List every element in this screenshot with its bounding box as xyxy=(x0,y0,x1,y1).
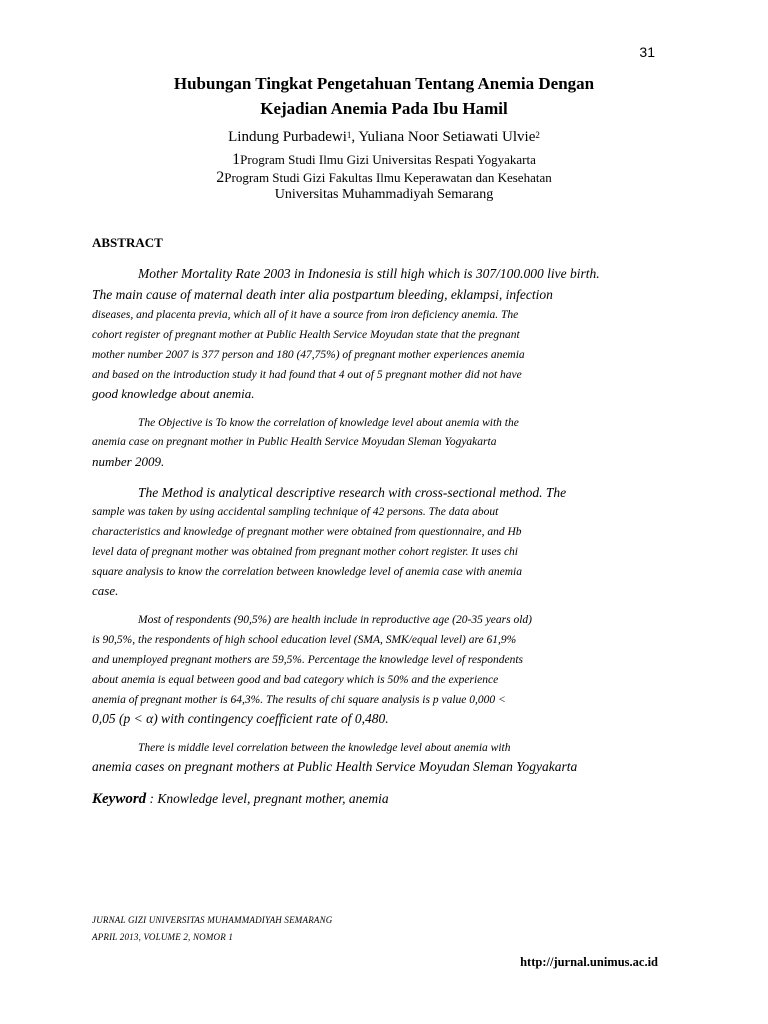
abstract-line: 0,05 (p < α) with contingency coefficient rate of 0,480. xyxy=(92,711,389,726)
abstract-line: diseases, and placenta previa, which all of it have a source from iron deficiency anemia. The xyxy=(92,309,519,321)
abstract-line: sample was taken by using accidental sampling technique of 42 persons. The data about xyxy=(92,506,499,518)
abstract-line: cohort register of pregnant mother at Public Health Service Moyudan state that the pregnant xyxy=(92,329,520,341)
paper-title-line-1: Hubungan Tingkat Pengetahuan Tentang Anemia Dengan xyxy=(173,74,595,93)
abstract-line: number 2009. xyxy=(92,454,165,469)
abstract-line: characteristics and knowledge of pregnant mother were obtained from questionnaire, and Hb xyxy=(92,526,522,538)
abstract-line: is 90,5%, the respondents of high school education level (SMA, SMK/equal level) are 61,9% xyxy=(92,634,517,646)
affiliation-1 xyxy=(0,151,768,169)
paper-title-line-2: Kejadian Anemia Pada Ibu Hamil xyxy=(260,99,508,118)
affiliation-1-number: 1 xyxy=(232,151,241,168)
abstract-line: Mother Mortality Rate 2003 in Indonesia is still high which is 307/100.000 live birth. xyxy=(138,266,600,281)
author-2-affiliation-mark: 2 xyxy=(535,130,540,140)
journal-name-footer: JURNAL GIZI UNIVERSITAS MUHAMMADIYAH SEMARANG xyxy=(92,915,333,925)
affiliation-2 xyxy=(0,169,768,187)
author-1: Lindung Purbadewi xyxy=(228,129,347,145)
author-1-affiliation-mark: 1 xyxy=(346,130,352,140)
abstract-line: mother number 2007 is 377 person and 180 (47,75%) of pregnant mother experiences anemia xyxy=(92,349,525,361)
abstract-line: anemia of pregnant mother is 64,3%. The results of chi square analysis is p value 0,000 < xyxy=(92,694,506,706)
abstract-line: square analysis to know the correlation between knowledge level of anemia case with anemia xyxy=(92,566,522,578)
keyword-text: : Knowledge level, pregnant mother, anemia xyxy=(146,791,389,806)
affiliation-2-continued: Universitas Muhammadiyah Semarang xyxy=(274,187,494,202)
abstract-line: anemia case on pregnant mother in Public Health Service Moyudan Sleman Yogyakarta xyxy=(92,436,497,448)
abstract-line: case. xyxy=(92,583,119,598)
abstract-line: and based on the introduction study it had found that 4 out of 5 pregnant mother did not have xyxy=(92,369,522,381)
author-line xyxy=(0,129,768,146)
journal-issue-footer: APRIL 2013, VOLUME 2, NOMOR 1 xyxy=(92,932,234,942)
journal-url[interactable]: http://jurnal.unimus.ac.id xyxy=(520,955,658,969)
abstract-line: The main cause of maternal death inter alia postpartum bleeding, eklampsi, infection xyxy=(92,287,553,302)
page-number: 31 xyxy=(639,44,655,60)
abstract-line: There is middle level correlation between the knowledge level about anemia with xyxy=(138,742,511,754)
abstract-heading: ABSTRACT xyxy=(92,235,163,250)
affiliation-2-text: Program Studi Gizi Fakultas Ilmu Keperawatan dan Kesehatan xyxy=(224,170,552,185)
keyword-line xyxy=(92,791,389,808)
abstract-line: good knowledge about anemia. xyxy=(92,386,255,401)
abstract-line: The Method is analytical descriptive research with cross-sectional method. The xyxy=(138,485,567,500)
abstract-line: level data of pregnant mother was obtained from pregnant mother cohort register. It uses chi xyxy=(92,546,518,558)
abstract-line: The Objective is To know the correlation of knowledge level about anemia with the xyxy=(138,417,519,429)
abstract-line: Most of respondents (90,5%) are health include in reproductive age (20-35 years old) xyxy=(138,614,533,626)
abstract-line: about anemia is equal between good and bad category which is 50% and the experience xyxy=(92,674,499,686)
affiliation-1-text: Program Studi Ilmu Gizi Universitas Respati Yogyakarta xyxy=(240,152,536,167)
abstract-line: and unemployed pregnant mothers are 59,5%. Percentage the knowledge level of respondents xyxy=(92,654,524,666)
author-separator: , xyxy=(351,129,359,145)
author-2: Yuliana Noor Setiawati Ulvie xyxy=(358,129,536,145)
keyword-label: Keyword xyxy=(92,791,147,807)
abstract-line: anemia cases on pregnant mothers at Public Health Service Moyudan Sleman Yogyakarta xyxy=(92,759,578,774)
affiliation-2-number: 2 xyxy=(216,169,225,186)
